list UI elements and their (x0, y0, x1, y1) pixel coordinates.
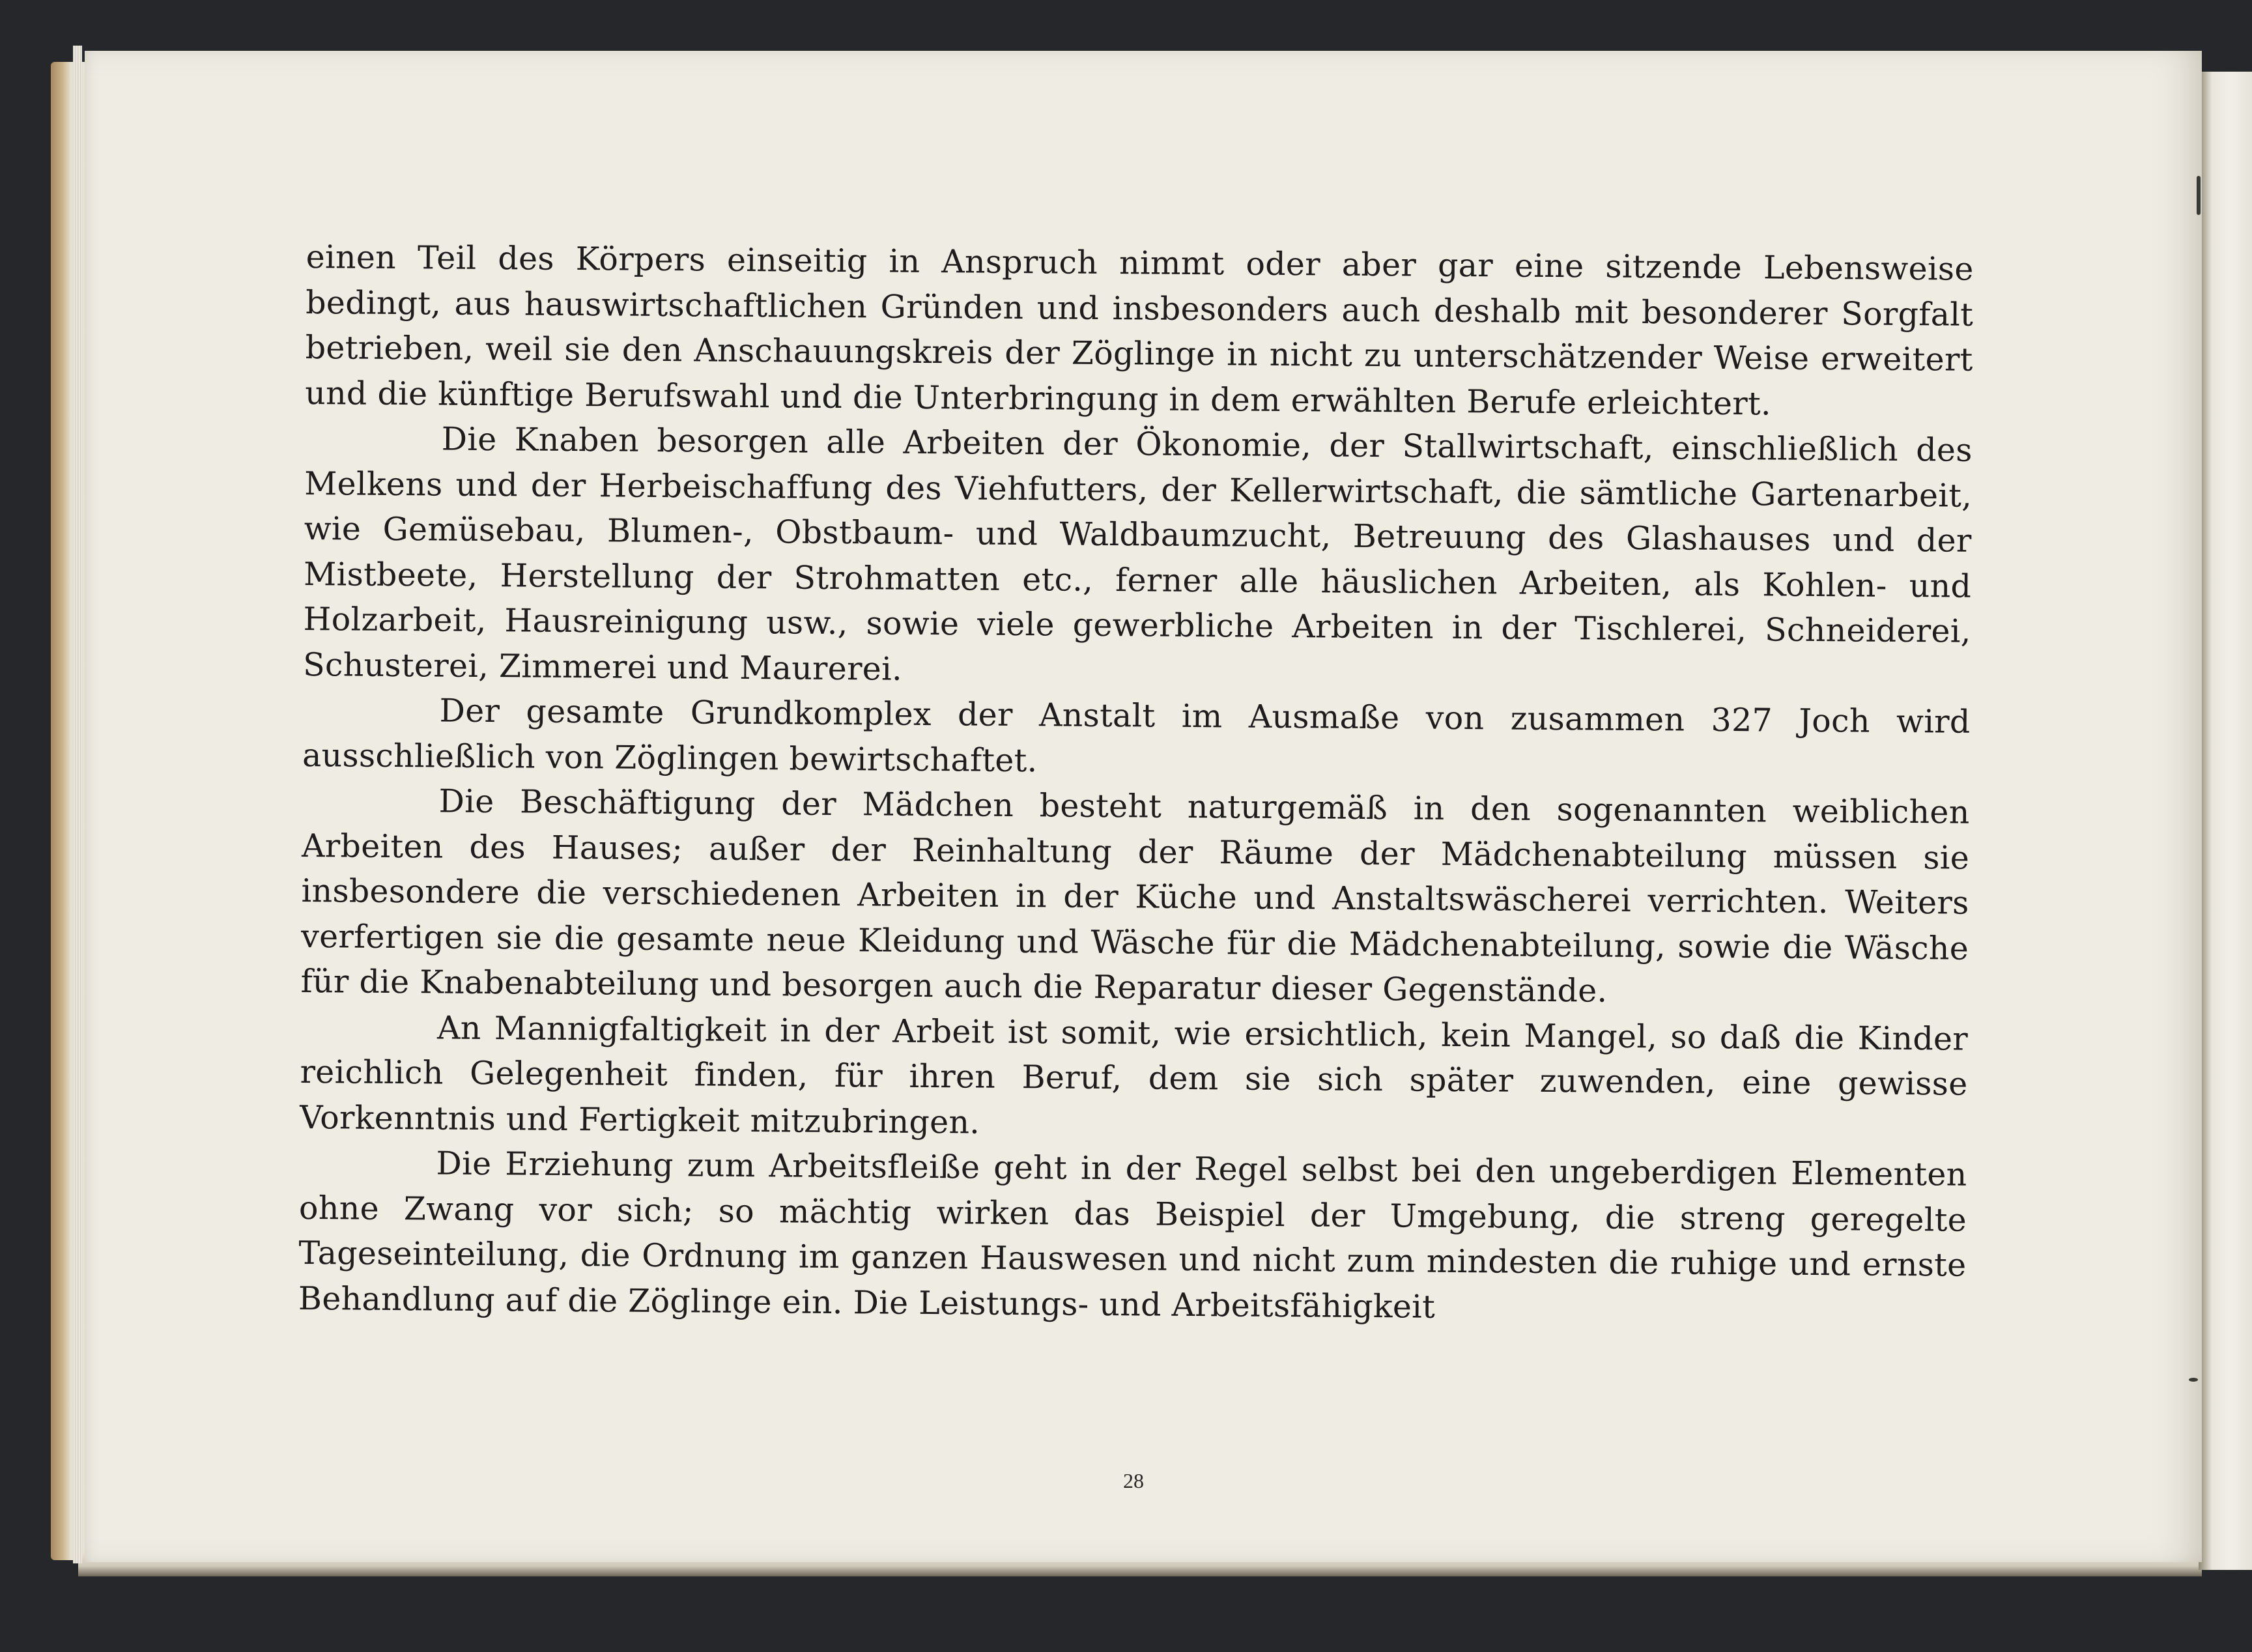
page-number: 28 (1123, 1469, 1144, 1492)
paragraph: Die Erziehung zum Arbeitsfleiße geht in der Regel selbst bei den ungeberdigen Elementen ohne Zwang vor sich; so mächtig wirken das Beispiel der Umgebung, die streng geregelte Tageseinteilung, die Ordnung im ganzen Hauswesen und nicht zum mindesten die ruhige und ernste Behandlung auf die Zöglinge ein. Die Leistungs- und Arbeitsfähigkeit (298, 1145, 1967, 1326)
paragraph: Der gesamte Grundkomplex der Anstalt im Ausmaße von zusammen 327 Joch wird ausschließlich von Zöglingen bewirtschaftet. (302, 692, 1971, 779)
margin-mark (2189, 1378, 2198, 1382)
page-stack-edge (73, 46, 82, 1563)
margin-mark (2197, 176, 2201, 215)
body-text (298, 235, 1974, 1333)
paragraph: einen Teil des Körpers einseitig in Anspruch nimmt oder aber gar eine sitzende Lebensweise bedingt, aus hauswirtschaftlichen Gründen und insbesonders auch deshalb mit besonderer Sorgfalt betrieben, weil sie den Anschauungskreis der Zöglinge in nicht zu unterschätzender Weise erweitert und die künftige Berufswahl und die Unterbringung in dem erwählten Berufe erleichtert. (305, 238, 1974, 422)
paragraph: Die Beschäftigung der Mädchen besteht naturgemäß in den sogenannten weiblichen Arbeiten des Hauses; außer der Reinhaltung der Räume der Mädchenabteilung müssen sie insbesondere die verschiedenen Arbeiten in der Küche und Anstaltswäscherei verrichten. Weiters verfertigen sie die gesamte neue Kleidung und Wäsche für die Mädchenabteilung, sowie die Wäsche für die Knabenabteilung und besorgen auch die Reparatur dieser Gegenstände. (300, 782, 1970, 1010)
paragraph: Die Knaben besorgen alle Arbeiten der Ökonomie, der Stallwirtschaft, einschließlich des Melkens und der Herbeischaffung des Viehfutters, der Kellerwirtschaft, die sämtliche Gartenarbeit, wie Gemüsebau, Blumen-, Obstbaum- und Waldbaumzucht, Betreuung des Glashauses und der Mistbeete, Herstellung der Strohmatten etc., ferner alle häuslichen Arbeiten, als Kohlen- und Holzarbeit, Hausreinigung usw., sowie viele gewerbliche Arbeiten in der Tischlerei, Schneiderei, Schusterei, Zimmerei und Maurerei. (302, 420, 1973, 688)
paragraph: An Mannigfaltigkeit in der Arbeit ist somit, wie ersichtlich, kein Mangel, so daß die Kinder reichlich Gelegenheit finden, für ihren Beruf, dem sie sich später zuwenden, eine gewisse Vorkenntnis und Fertigkeit mitzubringen. (299, 1009, 1969, 1141)
facing-page-edge (2199, 72, 2252, 1570)
